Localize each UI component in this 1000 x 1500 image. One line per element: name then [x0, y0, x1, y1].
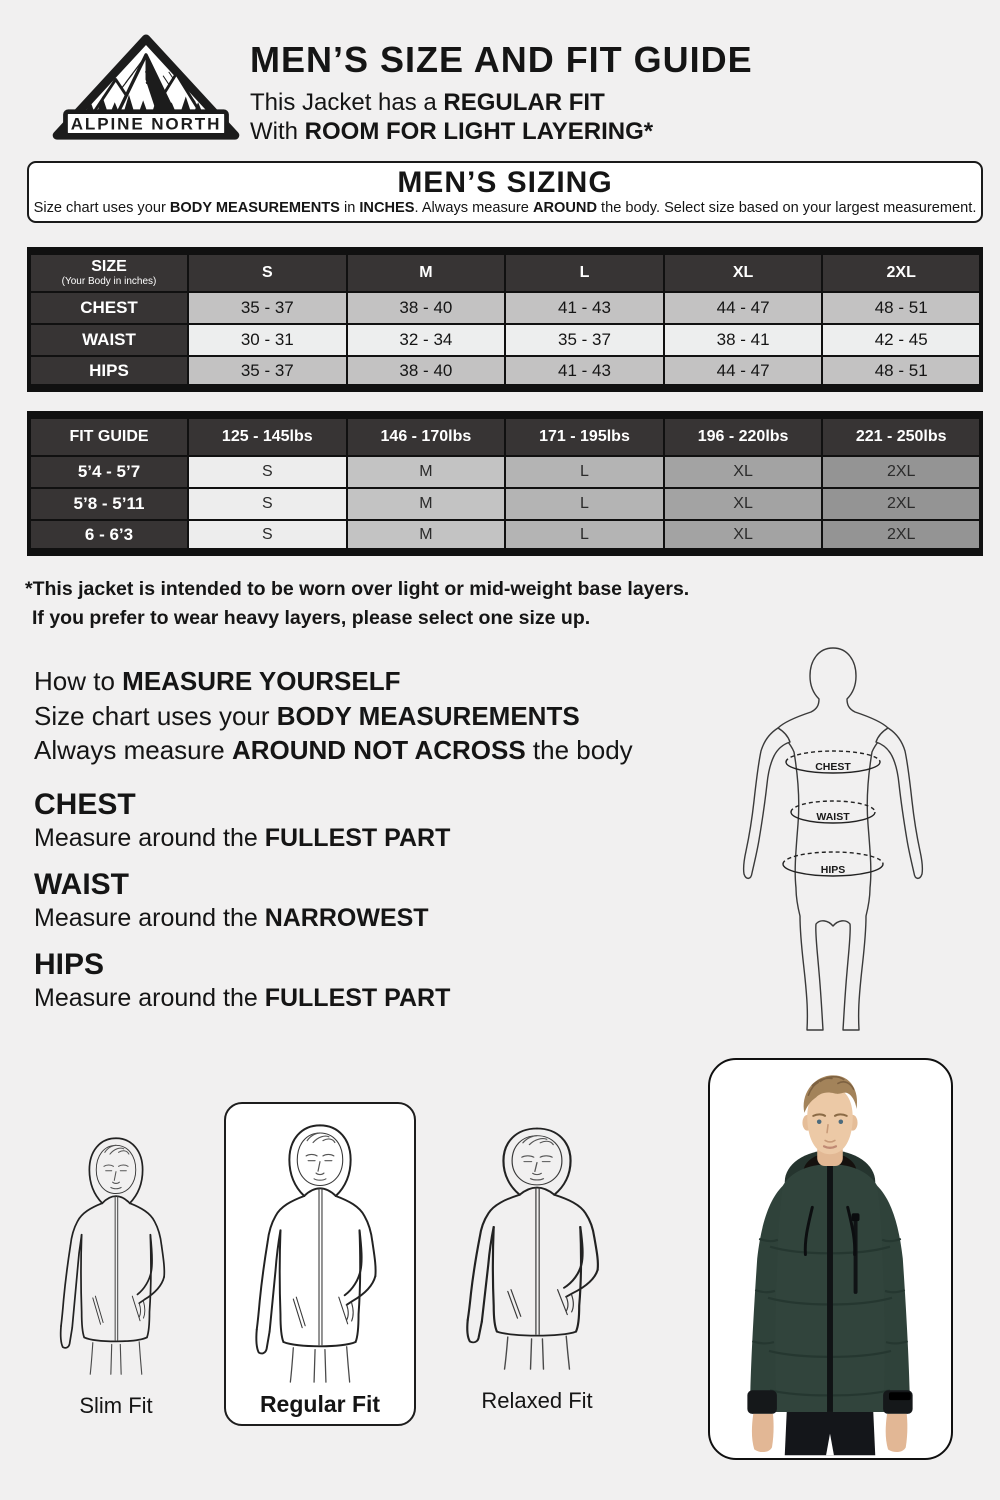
mens-sizing-banner — [27, 161, 983, 223]
table-cell: 35 - 37 — [188, 292, 347, 324]
table-column-header: S — [188, 251, 347, 292]
waist-instruction — [34, 904, 429, 933]
table-column-header: 2XL — [822, 251, 981, 292]
table-cell: 2XL — [822, 456, 981, 488]
table-cell: XL — [664, 456, 823, 488]
page-title: MEN’S SIZE AND FIT GUIDE — [250, 39, 753, 80]
table-row-header: 6 - 6’3 — [29, 520, 188, 552]
table-column-header: 146 - 170lbs — [347, 415, 506, 456]
table-row — [29, 520, 981, 552]
layering-subtitle — [250, 119, 753, 145]
text-segment: AROUND NOT ACROSS — [231, 735, 526, 766]
table-column-header: 221 - 250lbs — [822, 415, 981, 456]
table-row-header: HIPS — [29, 356, 188, 388]
table-column-header: 171 - 195lbs — [505, 415, 664, 456]
table-column-header: XL — [664, 251, 823, 292]
chest-heading: CHEST — [34, 788, 136, 821]
fit-guide-table — [27, 411, 983, 556]
text-segment: REGULAR FIT — [443, 89, 605, 116]
table-cell: 32 - 34 — [347, 324, 506, 356]
table-row-header: 5’8 - 5’11 — [29, 488, 188, 520]
table-cell: 38 - 40 — [347, 292, 506, 324]
table-cell: S — [188, 488, 347, 520]
table-row — [29, 456, 981, 488]
layering-footnote — [25, 575, 689, 634]
hips-measure-section — [34, 948, 450, 1013]
text-segment: the body. Select size based on your largest measurement. — [597, 200, 977, 216]
table-column-header: 196 - 220lbs — [664, 415, 823, 456]
text-segment: FULLEST PART — [264, 824, 451, 852]
text-segment: ROOM FOR LIGHT LAYERING* — [304, 118, 654, 146]
table-cell: 38 - 40 — [347, 356, 506, 388]
body-measurement-diagram — [698, 636, 968, 1046]
text-segment: With — [250, 118, 305, 146]
table-subtitle: (Your Body in inches) — [61, 275, 157, 287]
hips-heading: HIPS — [34, 948, 105, 981]
table-row — [29, 488, 981, 520]
footnote-line-1: *This jacket is intended to be worn over light or mid-weight base layers. — [25, 578, 690, 600]
header-titles — [250, 39, 753, 146]
table-row — [29, 324, 981, 356]
jacket-illustration-slim-icon — [43, 1126, 189, 1376]
waist-heading: WAIST — [34, 868, 129, 901]
regular-fit-label: Regular Fit — [259, 1391, 381, 1417]
how-to-measure-intro — [34, 664, 633, 768]
table-cell: 35 - 37 — [188, 356, 347, 388]
table-row — [29, 292, 981, 324]
text-segment: This Jacket has a — [250, 89, 444, 116]
table-cell: 44 - 47 — [664, 292, 823, 324]
table-corner-header — [29, 415, 188, 456]
table-row-header: CHEST — [29, 292, 188, 324]
table-row-header: WAIST — [29, 324, 188, 356]
measure-intro-line-1 — [34, 664, 633, 699]
text-segment: BODY MEASUREMENTS — [276, 700, 580, 731]
table-cell: 2XL — [822, 520, 981, 552]
diagram-waist-label: WAIST — [816, 811, 850, 823]
slim-fit-label: Slim Fit — [79, 1393, 153, 1418]
table-cell: 42 - 45 — [822, 324, 981, 356]
table-cell: 48 - 51 — [822, 292, 981, 324]
table-column-header: M — [347, 251, 506, 292]
table-cell: 41 - 43 — [505, 292, 664, 324]
table-cell: 48 - 51 — [822, 356, 981, 388]
text-segment: BODY MEASUREMENTS — [169, 200, 340, 216]
table-cell: XL — [664, 520, 823, 552]
table-cell: L — [505, 520, 664, 552]
table-column-header: L — [505, 251, 664, 292]
measure-intro-line-3 — [34, 733, 633, 768]
sizing-banner-title: MEN’S SIZING — [397, 166, 613, 199]
table-row — [29, 356, 981, 388]
chest-instruction — [34, 824, 450, 853]
text-segment: Size chart uses your — [34, 700, 277, 731]
table-title: SIZE — [91, 258, 127, 276]
hips-instruction — [34, 984, 450, 1013]
relaxed-fit-figure — [444, 1116, 630, 1414]
model-wearing-jacket-image — [710, 1060, 950, 1457]
table-cell: M — [347, 456, 506, 488]
diagram-chest-label: CHEST — [815, 761, 851, 773]
table-cell: 2XL — [822, 488, 981, 520]
table-cell: M — [347, 488, 506, 520]
table-cell: 41 - 43 — [505, 356, 664, 388]
table-column-header: 125 - 145lbs — [188, 415, 347, 456]
text-segment: Always measure — [34, 735, 232, 766]
text-segment: in — [339, 200, 360, 216]
text-segment: How to — [34, 666, 123, 696]
table-row-header: 5’4 - 5’7 — [29, 456, 188, 488]
table-cell: S — [188, 456, 347, 488]
size-chart-table — [27, 247, 983, 392]
waist-measure-section — [34, 868, 429, 933]
text-segment: Measure around the — [34, 824, 265, 852]
jacket-illustration-regular-icon — [236, 1112, 404, 1384]
relaxed-fit-label: Relaxed Fit — [481, 1388, 593, 1413]
regular-fit-highlight-box — [224, 1102, 416, 1426]
jacket-illustration-relaxed-icon — [445, 1116, 629, 1371]
table-title: FIT GUIDE — [69, 427, 149, 445]
text-segment: Size chart uses your — [33, 200, 170, 216]
text-segment: AROUND — [532, 200, 597, 216]
text-segment: Measure around the — [34, 984, 265, 1012]
fit-subtitle — [250, 90, 753, 116]
slim-fit-figure — [36, 1126, 196, 1419]
text-segment: FULLEST PART — [264, 984, 451, 1012]
text-segment: the body — [525, 735, 633, 766]
table-cell: 35 - 37 — [505, 324, 664, 356]
alpine-north-logo — [50, 34, 242, 142]
measure-intro-line-2 — [34, 699, 633, 734]
table-cell: S — [188, 520, 347, 552]
diagram-hips-label: HIPS — [820, 864, 846, 876]
chest-measure-section — [34, 788, 450, 853]
table-cell: 38 - 41 — [664, 324, 823, 356]
table-cell: XL — [664, 488, 823, 520]
text-segment: Measure around the — [34, 904, 265, 932]
text-segment: INCHES — [359, 200, 415, 216]
table-cell: 44 - 47 — [664, 356, 823, 388]
table-cell: L — [505, 456, 664, 488]
product-photo — [708, 1058, 953, 1460]
table-cell: M — [347, 520, 506, 552]
table-cell: 30 - 31 — [188, 324, 347, 356]
text-segment: MEASURE YOURSELF — [122, 666, 401, 696]
text-segment: NARROWEST — [264, 904, 429, 932]
table-cell: L — [505, 488, 664, 520]
footnote-line-2: If you prefer to wear heavy layers, please select one size up. — [32, 607, 591, 630]
mountain-logo-icon — [50, 34, 242, 142]
sizing-banner-subtitle — [29, 199, 981, 217]
logo-wordmark: ALPINE NORTH — [70, 114, 222, 134]
text-segment: . Always measure — [414, 200, 533, 216]
table-corner-header — [29, 251, 188, 292]
human-figure-icon — [698, 636, 968, 1046]
